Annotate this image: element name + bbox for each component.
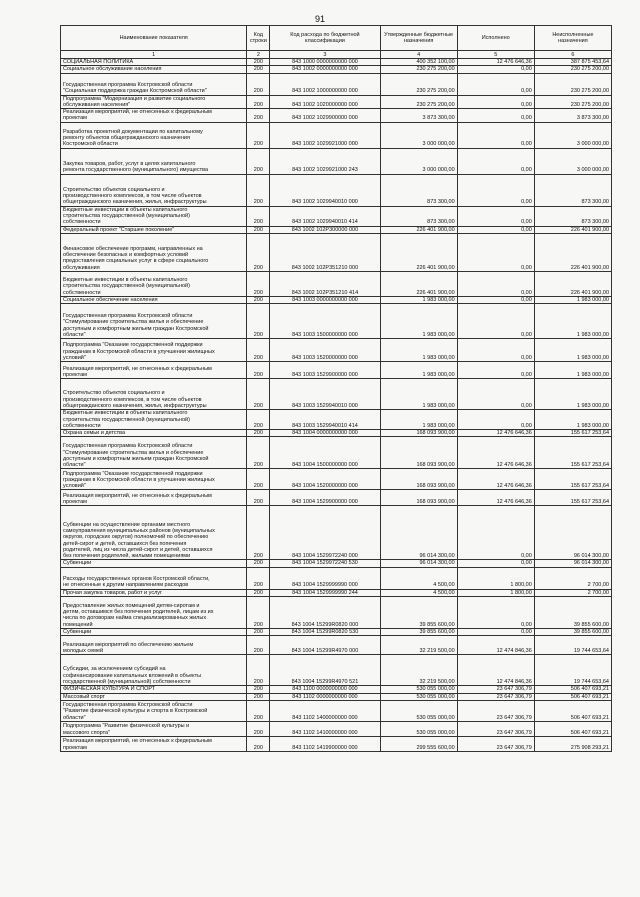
- row-code: 200: [247, 636, 270, 655]
- row-name: Подпрограмма "Развитие физической культуры и массового спорта": [61, 721, 247, 736]
- row-code: 200: [247, 362, 270, 379]
- header-budget-code: Код расхода по бюджетной классификации: [270, 26, 380, 51]
- row-name: Реализация мероприятий, не отнесенных к федеральным проектам: [61, 490, 247, 506]
- row-unexecuted: 155 617 253,64: [534, 469, 611, 490]
- table-row: [61, 109, 612, 123]
- row-executed: 0,00: [457, 66, 534, 73]
- row-code: 200: [247, 148, 270, 174]
- row-code: 200: [247, 304, 270, 339]
- row-approved: 1 983 000,00: [380, 362, 457, 379]
- row-unexecuted: 226 401 900,00: [534, 271, 611, 296]
- table-row: [61, 339, 612, 362]
- row-approved: 4 500,00: [380, 589, 457, 596]
- row-name: Массовый спорт: [61, 693, 247, 700]
- row-unexecuted: 1 983 000,00: [534, 362, 611, 379]
- row-executed: 0,00: [457, 629, 534, 636]
- table-row: [61, 700, 612, 721]
- row-executed: 0,00: [457, 339, 534, 362]
- row-budget-code: 843 1000 0000000000 000: [270, 59, 380, 66]
- row-approved: 3 000 000,00: [380, 122, 457, 148]
- table-row: [61, 655, 612, 686]
- row-unexecuted: 3 000 000,00: [534, 148, 611, 174]
- row-name: Реализация мероприятий по обеспечению жильем молодых семей: [61, 636, 247, 655]
- row-budget-code: 843 1004 15299R0820 000: [270, 597, 380, 629]
- row-code: 200: [247, 490, 270, 506]
- row-code: 200: [247, 437, 270, 469]
- row-code: 200: [247, 271, 270, 296]
- row-name: СОЦИАЛЬНАЯ ПОЛИТИКА: [61, 59, 247, 66]
- row-code: 200: [247, 506, 270, 560]
- row-approved: 96 014 300,00: [380, 560, 457, 567]
- row-code: 200: [247, 560, 270, 567]
- row-unexecuted: 96 014 300,00: [534, 560, 611, 567]
- row-budget-code: 843 1003 1529940010 000: [270, 379, 380, 410]
- row-code: 200: [247, 73, 270, 95]
- header-row-code: Код строки: [247, 26, 270, 51]
- table-row: [61, 567, 612, 589]
- header-approved: Утвержденные бюджетные назначения: [380, 26, 457, 51]
- row-executed: 0,00: [457, 95, 534, 109]
- table-row: [61, 206, 612, 226]
- row-approved: 168 093 900,00: [380, 430, 457, 437]
- row-name: Реализация мероприятий, не отнесенных к федеральным проектам: [61, 362, 247, 379]
- row-approved: 168 093 900,00: [380, 469, 457, 490]
- row-executed: 23 647 306,79: [457, 736, 534, 751]
- table-row: [61, 233, 612, 271]
- row-unexecuted: 506 407 693,21: [534, 700, 611, 721]
- row-approved: 32 219 500,00: [380, 655, 457, 686]
- row-code: 200: [247, 693, 270, 700]
- row-budget-code: 843 1003 1529900000 000: [270, 362, 380, 379]
- row-unexecuted: 96 014 300,00: [534, 506, 611, 560]
- row-unexecuted: 2 700,00: [534, 567, 611, 589]
- row-budget-code: 843 1002 102P300000 000: [270, 226, 380, 233]
- row-code: 200: [247, 379, 270, 410]
- table-row: [61, 693, 612, 700]
- row-approved: 530 055 000,00: [380, 700, 457, 721]
- row-budget-code: 843 1004 15299R4970 521: [270, 655, 380, 686]
- row-approved: 530 055 000,00: [380, 721, 457, 736]
- row-budget-code: 843 1002 1029940010 414: [270, 206, 380, 226]
- row-unexecuted: 39 855 600,00: [534, 597, 611, 629]
- row-executed: 0,00: [457, 296, 534, 303]
- row-budget-code: 843 1003 1500000000 000: [270, 304, 380, 339]
- row-executed: 0,00: [457, 379, 534, 410]
- header-unexecuted: Неисполненные назначения: [534, 26, 611, 51]
- row-executed: 23 647 306,79: [457, 686, 534, 693]
- table-row: [61, 430, 612, 437]
- row-unexecuted: 3 000 000,00: [534, 122, 611, 148]
- row-name: Государственная программа Костромской области "Социальная поддержка граждан Костромской области": [61, 73, 247, 95]
- row-unexecuted: 1 983 000,00: [534, 379, 611, 410]
- page-number: 91: [314, 14, 325, 24]
- row-budget-code: 843 1004 15299R4970 000: [270, 636, 380, 655]
- row-approved: 230 275 200,00: [380, 73, 457, 95]
- table-row: [61, 362, 612, 379]
- budget-execution-table: [60, 25, 612, 752]
- table-row: [61, 73, 612, 95]
- row-name: Строительство объектов социального и производственного комплексов, в том числе объектов общегражданского назначения, жилья, инфраструктуры: [61, 174, 247, 206]
- row-name: Субвенции на осуществление органами местного самоуправления муниципальных районов (муниципальных округов, городских округов) полномочий по обеспечению детей-сирот и детей, оставшихся без попечения родителей, лиц из числа детей-сирот и детей, оставшихся без попечения родителей, жилыми помещениями: [61, 506, 247, 560]
- row-unexecuted: 230 275 200,00: [534, 73, 611, 95]
- row-approved: 1 983 000,00: [380, 339, 457, 362]
- table-row: [61, 379, 612, 410]
- row-name: Государственная программа Костромской области "Развитие физической культуры и спорта в Костромской области": [61, 700, 247, 721]
- row-approved: 530 055 000,00: [380, 693, 457, 700]
- row-unexecuted: 1 983 000,00: [534, 296, 611, 303]
- table-row: [61, 597, 612, 629]
- row-approved: 3 000 000,00: [380, 148, 457, 174]
- row-name: Социальное обслуживание населения: [61, 66, 247, 73]
- row-code: 200: [247, 629, 270, 636]
- row-unexecuted: 230 275 200,00: [534, 95, 611, 109]
- row-executed: 12 476 646,36: [457, 430, 534, 437]
- row-budget-code: 843 1004 1529900000 000: [270, 490, 380, 506]
- row-name: Прочая закупка товаров, работ и услуг: [61, 589, 247, 596]
- row-approved: 226 401 900,00: [380, 271, 457, 296]
- row-approved: 873 300,00: [380, 206, 457, 226]
- row-executed: 0,00: [457, 362, 534, 379]
- table-row: [61, 636, 612, 655]
- row-name: Субвенции: [61, 629, 247, 636]
- row-budget-code: 843 1002 102P351210 414: [270, 271, 380, 296]
- row-name: Охрана семьи и детства: [61, 430, 247, 437]
- row-executed: 12 474 846,36: [457, 655, 534, 686]
- row-name: Финансовое обеспечение программ, направленных на обеспечение безопасных и комфортных условий предоставления социальных услуг в сфере социального обслуживания: [61, 233, 247, 271]
- table-row: [61, 95, 612, 109]
- row-name: Подпрограмма "Модернизация и развитие социального обслуживания населения": [61, 95, 247, 109]
- row-executed: 23 647 306,79: [457, 700, 534, 721]
- row-budget-code: 843 1003 0000000000 000: [270, 296, 380, 303]
- table-row: [61, 490, 612, 506]
- row-budget-code: 843 1100 0000000000 000: [270, 686, 380, 693]
- row-executed: 0,00: [457, 410, 534, 430]
- row-code: 200: [247, 109, 270, 123]
- table-row: [61, 296, 612, 303]
- row-unexecuted: 19 744 653,64: [534, 636, 611, 655]
- row-code: 200: [247, 686, 270, 693]
- table-row: [61, 271, 612, 296]
- row-code: 200: [247, 122, 270, 148]
- row-code: 200: [247, 206, 270, 226]
- table-row: [61, 226, 612, 233]
- row-approved: 226 401 900,00: [380, 226, 457, 233]
- row-code: 200: [247, 410, 270, 430]
- column-index: 4: [380, 51, 457, 59]
- row-executed: 0,00: [457, 304, 534, 339]
- row-executed: 1 800,00: [457, 567, 534, 589]
- table-row: [61, 304, 612, 339]
- row-name: Государственная программа Костромской области "Стимулирование строительства жилья и обеспечение доступным и комфортным жильем граждан Костромской области": [61, 437, 247, 469]
- row-executed: 12 476 646,36: [457, 469, 534, 490]
- table-row: [61, 736, 612, 751]
- row-budget-code: 843 1002 1029940010 000: [270, 174, 380, 206]
- row-unexecuted: 387 875 453,64: [534, 59, 611, 66]
- header-executed: Исполнено: [457, 26, 534, 51]
- column-index: 6: [534, 51, 611, 59]
- row-budget-code: 843 1002 1029921000 243: [270, 148, 380, 174]
- row-unexecuted: 226 401 900,00: [534, 226, 611, 233]
- row-name: Закупка товаров, работ, услуг в целях капитального ремонта государственного (муниципального) имущества: [61, 148, 247, 174]
- row-unexecuted: 506 407 693,21: [534, 693, 611, 700]
- row-executed: 0,00: [457, 206, 534, 226]
- row-executed: 12 476 646,36: [457, 59, 534, 66]
- row-approved: 4 500,00: [380, 567, 457, 589]
- row-executed: 0,00: [457, 109, 534, 123]
- row-budget-code: 843 1004 15299R0820 530: [270, 629, 380, 636]
- row-unexecuted: 873 300,00: [534, 174, 611, 206]
- row-unexecuted: 275 908 293,21: [534, 736, 611, 751]
- row-budget-code: 843 1004 0000000000 000: [270, 430, 380, 437]
- row-code: 200: [247, 95, 270, 109]
- row-code: 200: [247, 721, 270, 736]
- row-name: ФИЗИЧЕСКАЯ КУЛЬТУРА И СПОРТ: [61, 686, 247, 693]
- row-code: 200: [247, 700, 270, 721]
- table-row: [61, 506, 612, 560]
- row-code: 200: [247, 736, 270, 751]
- row-code: 200: [247, 226, 270, 233]
- row-budget-code: 843 1002 0000000000 000: [270, 66, 380, 73]
- row-unexecuted: 1 983 000,00: [534, 339, 611, 362]
- row-executed: 0,00: [457, 597, 534, 629]
- row-code: 200: [247, 233, 270, 271]
- table-row: [61, 174, 612, 206]
- row-approved: 230 275 200,00: [380, 95, 457, 109]
- row-unexecuted: 1 983 000,00: [534, 410, 611, 430]
- row-name: Социальное обеспечение населения: [61, 296, 247, 303]
- row-name: Федеральный проект "Старшее поколение": [61, 226, 247, 233]
- row-code: 200: [247, 567, 270, 589]
- row-unexecuted: 39 855 600,00: [534, 629, 611, 636]
- row-name: Строительство объектов социального и производственного комплексов, в том числе объектов общегражданского назначения, жилья, инфраструктуры: [61, 379, 247, 410]
- row-name: Субвенции: [61, 560, 247, 567]
- column-index: 1: [61, 51, 247, 59]
- row-approved: 1 983 000,00: [380, 296, 457, 303]
- row-name: Бюджетные инвестиции в объекты капитального строительства государственной (муниципальной) собственности: [61, 206, 247, 226]
- row-code: 200: [247, 655, 270, 686]
- row-budget-code: 843 1003 1520000000 000: [270, 339, 380, 362]
- row-unexecuted: 506 407 693,21: [534, 686, 611, 693]
- row-code: 200: [247, 430, 270, 437]
- row-budget-code: 843 1004 1529999990 244: [270, 589, 380, 596]
- table-row: [61, 469, 612, 490]
- row-name: Подпрограмма "Оказание государственной поддержки гражданам в Костромской области в улучшении жилищных условий": [61, 469, 247, 490]
- row-budget-code: 843 1004 1529972240 000: [270, 506, 380, 560]
- row-unexecuted: 19 744 653,64: [534, 655, 611, 686]
- row-executed: 12 476 646,36: [457, 437, 534, 469]
- table-row: [61, 66, 612, 73]
- table-row: [61, 437, 612, 469]
- row-budget-code: 843 1003 1529940010 414: [270, 410, 380, 430]
- column-index: 3: [270, 51, 380, 59]
- row-budget-code: 843 1002 1029921000 000: [270, 122, 380, 148]
- row-executed: 23 647 306,79: [457, 721, 534, 736]
- row-approved: 3 873 300,00: [380, 109, 457, 123]
- column-index: 2: [247, 51, 270, 59]
- row-approved: 32 219 500,00: [380, 636, 457, 655]
- table-row: [61, 122, 612, 148]
- row-approved: 1 983 000,00: [380, 304, 457, 339]
- row-code: 200: [247, 469, 270, 490]
- row-approved: 96 014 300,00: [380, 506, 457, 560]
- row-executed: 0,00: [457, 506, 534, 560]
- row-name: Реализация мероприятий, не отнесенных к федеральным проектам: [61, 109, 247, 123]
- row-name: Бюджетные инвестиции в объекты капитального строительства государственной (муниципальной) собственности: [61, 271, 247, 296]
- row-approved: 39 855 600,00: [380, 597, 457, 629]
- table-row: [61, 589, 612, 596]
- row-approved: 400 352 100,00: [380, 59, 457, 66]
- table-body: [61, 59, 612, 752]
- row-executed: 0,00: [457, 271, 534, 296]
- row-approved: 168 093 900,00: [380, 490, 457, 506]
- row-code: 200: [247, 589, 270, 596]
- row-approved: 230 275 200,00: [380, 66, 457, 73]
- row-budget-code: 843 1002 1000000000 000: [270, 73, 380, 95]
- row-unexecuted: 1 983 000,00: [534, 304, 611, 339]
- column-index: 5: [457, 51, 534, 59]
- table-row: [61, 629, 612, 636]
- row-approved: 873 300,00: [380, 174, 457, 206]
- table-header-row: [61, 26, 612, 51]
- row-budget-code: 843 1102 1400000000 000: [270, 700, 380, 721]
- row-approved: 39 855 600,00: [380, 629, 457, 636]
- row-code: 200: [247, 296, 270, 303]
- row-budget-code: 843 1102 1419900000 000: [270, 736, 380, 751]
- row-budget-code: 843 1004 1500000000 000: [270, 437, 380, 469]
- row-budget-code: 843 1002 102P351210 000: [270, 233, 380, 271]
- row-name: Расходы государственных органов Костромской области, не отнесенные к другим направлениям расходов: [61, 567, 247, 589]
- row-name: Государственная программа Костромской области "Стимулирование строительства жилья и обеспечение доступным и комфортным жильем граждан Костромской области": [61, 304, 247, 339]
- row-unexecuted: 3 873 300,00: [534, 109, 611, 123]
- row-budget-code: 843 1002 1020000000 000: [270, 95, 380, 109]
- row-unexecuted: 226 401 900,00: [534, 233, 611, 271]
- row-approved: 1 983 000,00: [380, 410, 457, 430]
- table-row: [61, 410, 612, 430]
- row-unexecuted: 873 300,00: [534, 206, 611, 226]
- row-unexecuted: 155 617 253,64: [534, 437, 611, 469]
- row-budget-code: 843 1004 1529999990 000: [270, 567, 380, 589]
- row-name: Бюджетные инвестиции в объекты капитального строительства государственной (муниципальной) собственности: [61, 410, 247, 430]
- row-executed: 23 647 306,79: [457, 693, 534, 700]
- row-budget-code: 843 1002 1029900000 000: [270, 109, 380, 123]
- row-executed: 12 474 846,36: [457, 636, 534, 655]
- row-approved: 1 983 000,00: [380, 379, 457, 410]
- row-unexecuted: 155 617 253,64: [534, 490, 611, 506]
- row-executed: 0,00: [457, 560, 534, 567]
- row-name: Субсидии, за исключением субсидий на софинансирование капитальных вложений в объекты государственной (муниципальной) собственности: [61, 655, 247, 686]
- row-code: 200: [247, 339, 270, 362]
- row-code: 200: [247, 66, 270, 73]
- row-approved: 299 555 600,00: [380, 736, 457, 751]
- row-executed: 0,00: [457, 73, 534, 95]
- row-name: Разработка проектной документации по капитальному ремонту объектов общегражданского назначения Костромской области: [61, 122, 247, 148]
- table-row: [61, 721, 612, 736]
- row-approved: 530 055 000,00: [380, 686, 457, 693]
- table-row: [61, 148, 612, 174]
- column-index-row: [61, 51, 612, 59]
- row-unexecuted: 230 275 200,00: [534, 66, 611, 73]
- row-budget-code: 843 1004 1520000000 000: [270, 469, 380, 490]
- row-approved: 226 401 900,00: [380, 233, 457, 271]
- row-executed: 0,00: [457, 148, 534, 174]
- row-budget-code: 843 1004 1529972240 530: [270, 560, 380, 567]
- row-executed: 12 476 646,36: [457, 490, 534, 506]
- row-budget-code: 843 1102 1410000000 000: [270, 721, 380, 736]
- row-budget-code: 843 1102 0000000000 000: [270, 693, 380, 700]
- row-code: 200: [247, 174, 270, 206]
- table-row: [61, 686, 612, 693]
- header-name: Наименование показателя: [61, 26, 247, 51]
- row-code: 200: [247, 59, 270, 66]
- row-executed: 0,00: [457, 174, 534, 206]
- row-name: Подпрограмма "Оказание государственной поддержки гражданам в Костромской области в улучшении жилищных условий": [61, 339, 247, 362]
- row-approved: 168 093 900,00: [380, 437, 457, 469]
- row-executed: 0,00: [457, 233, 534, 271]
- row-unexecuted: 155 617 253,64: [534, 430, 611, 437]
- table-row: [61, 59, 612, 66]
- row-name: Предоставление жилых помещений детям-сиротам и детям, оставшимся без попечения родителей, лицам из их числа по договорам найма специализированных жилых помещений: [61, 597, 247, 629]
- row-name: Реализация мероприятий, не отнесенных к федеральным проектам: [61, 736, 247, 751]
- row-executed: 0,00: [457, 122, 534, 148]
- row-unexecuted: 2 700,00: [534, 589, 611, 596]
- row-executed: 1 800,00: [457, 589, 534, 596]
- row-unexecuted: 506 407 693,21: [534, 721, 611, 736]
- table-row: [61, 560, 612, 567]
- row-code: 200: [247, 597, 270, 629]
- row-executed: 0,00: [457, 226, 534, 233]
